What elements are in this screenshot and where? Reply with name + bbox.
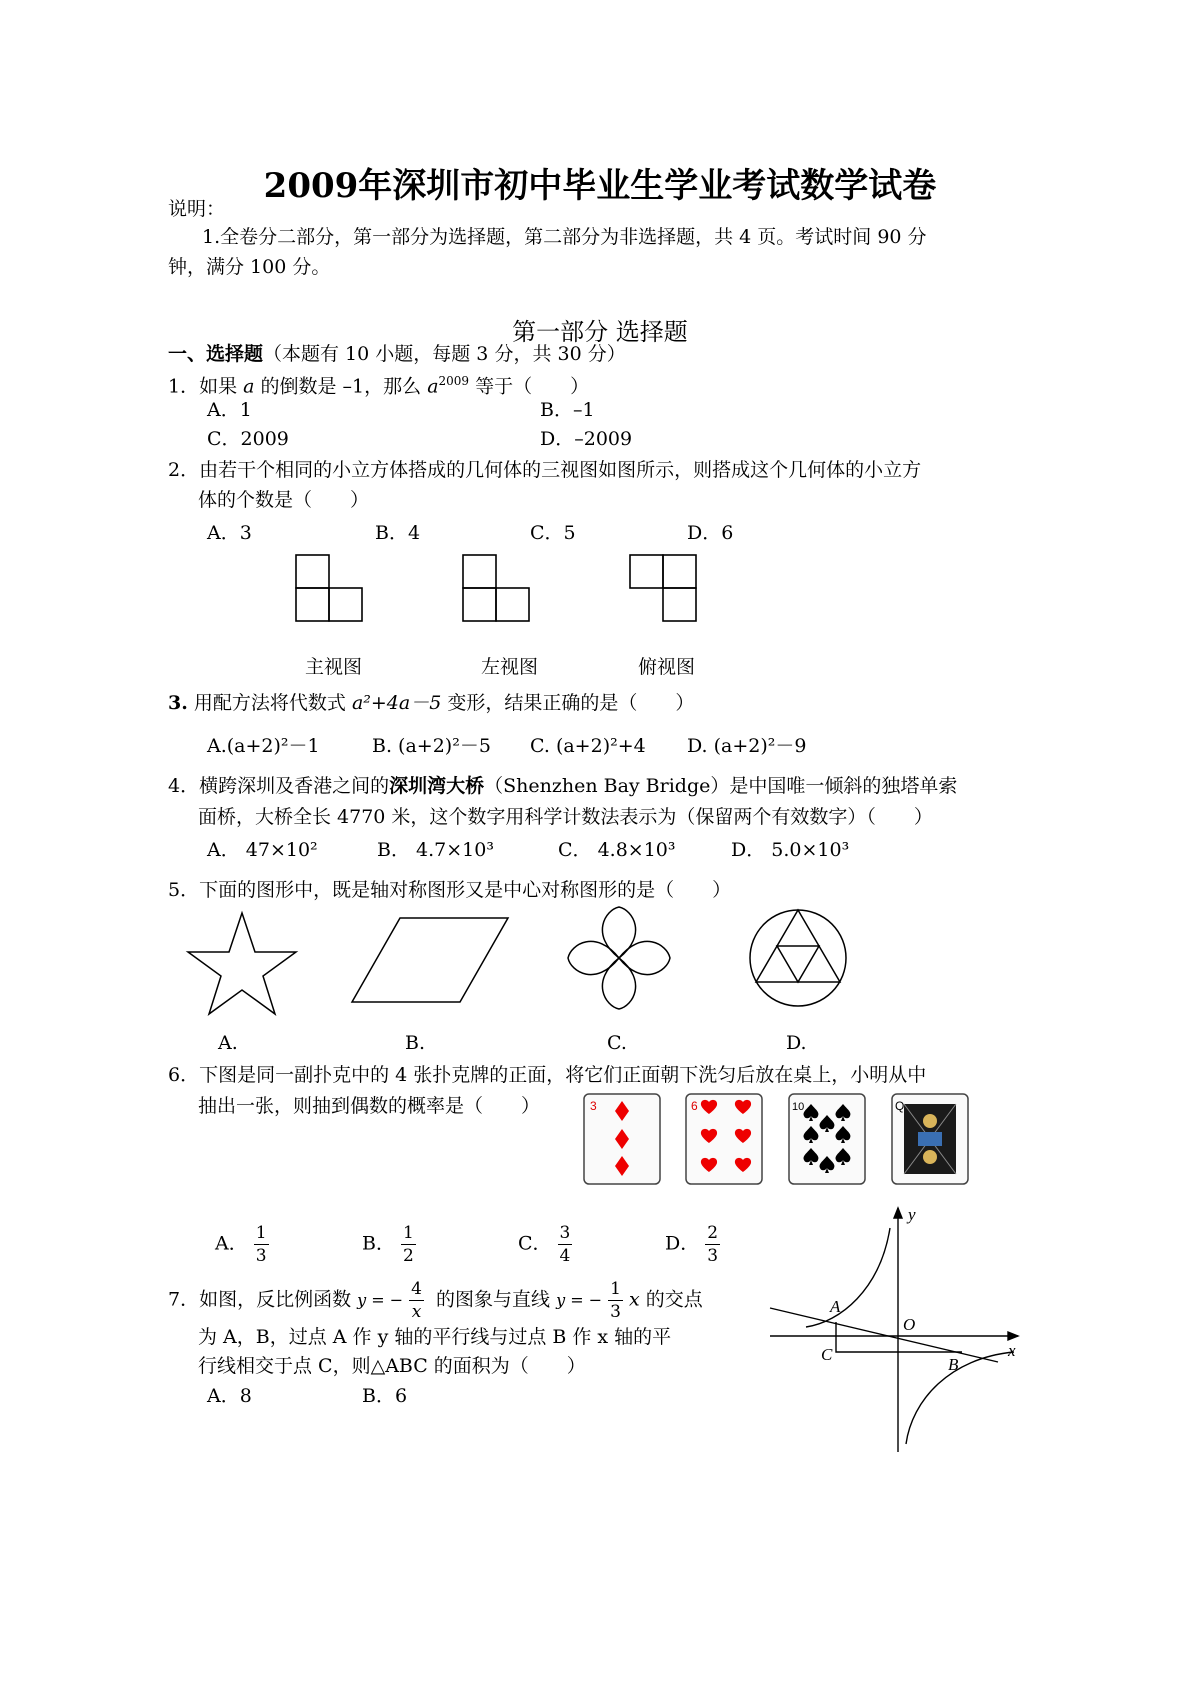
top-view-label: 俯视图 — [638, 656, 696, 678]
q2-option-c: C．5 — [530, 522, 576, 544]
question-4-line-2: 面桥，大桥全长 4770 米，这个数字用科学计数法表示为（保留两个有效数字）（ ） — [198, 806, 933, 828]
front-view-label: 主视图 — [305, 656, 363, 678]
q3-option-c: C. (a+2)²+4 — [530, 735, 646, 757]
question-3: 3. 用配方法将代数式 a²+4a－5 变形，结果正确的是（ ） — [168, 692, 695, 714]
q6-option-c: C． $\frac{3}{4}$ — [518, 1223, 571, 1266]
fraction-3-4: $\frac{3}{4}$ — [559, 1223, 571, 1266]
question-7-line-3: 行线相交于点 C，则△ABC 的面积为（ ） — [198, 1355, 586, 1377]
question-6-line-1: 6．下图是同一副扑克中的 4 张扑克牌的正面，将它们正面朝下洗匀后放在桌上，小明从中 — [168, 1064, 927, 1086]
section-title: 一、选择题 — [168, 343, 264, 365]
q1-option-b: B．–1 — [540, 399, 595, 421]
fraction-1-3: $\frac{1}{3}$ — [255, 1223, 267, 1266]
section-info: （本题有 10 小题，每题 3 分，共 30 分） — [263, 343, 626, 365]
part-one-heading: 第一部分 选择题 — [512, 318, 688, 346]
graph-label-b: B — [948, 1355, 959, 1374]
q2-option-d: D．6 — [687, 522, 734, 544]
svg-text:Q: Q — [895, 1099, 905, 1113]
q1-option-d: D．–2009 — [540, 428, 633, 450]
q6-option-b: B． $\frac{1}{2}$ — [362, 1223, 414, 1266]
q6-option-a: A． $\frac{1}{3}$ — [215, 1223, 267, 1266]
q2-option-a: A．3 — [207, 522, 252, 544]
question-4-line-1: 4．横跨深圳及香港之间的深圳湾大桥（Shenzhen Bay Bridge）是中国唯一倾斜的独塔单索 — [168, 775, 958, 797]
question-7-line-1: 7．如图，反比例函数 y = − $\frac{4}{x}$ 的图象与直线 y = − $\frac{1}{3}$ x 的交点 — [168, 1279, 703, 1322]
fraction-2-3: $\frac{2}{3}$ — [707, 1223, 719, 1266]
graph-label-x: x — [1008, 1341, 1016, 1360]
q1-option-c: C．2009 — [207, 428, 289, 450]
q4-option-d: D． 5.0×10³ — [731, 839, 850, 861]
graph-label-a: A — [830, 1297, 841, 1316]
note-heading: 说明： — [168, 198, 226, 220]
question-7-line-2: 为 A，B，过点 A 作 y 轴的平行线与过点 B 作 x 轴的平 — [198, 1326, 672, 1348]
graph-label-c: C — [821, 1345, 833, 1364]
left-view-label: 左视图 — [481, 656, 539, 678]
q4-option-c: C． 4.8×10³ — [558, 839, 676, 861]
q4-option-a: A． 47×10² — [207, 839, 318, 861]
question-6-line-2: 抽出一张，则抽到偶数的概率是（ ） — [198, 1095, 541, 1117]
question-5: 5．下面的图形中，既是轴对称图形又是中心对称图形的是（ ） — [168, 879, 732, 901]
q3-option-a: A.(a+2)²－1 — [207, 735, 320, 757]
svg-text:10: 10 — [792, 1101, 805, 1113]
svg-text:3: 3 — [590, 1099, 597, 1113]
note-line-1: 1.全卷分二部分，第一部分为选择题，第二部分为非选择题，共 4 页。考试时间 90 分 — [202, 226, 927, 248]
page-title: 2009年深圳市初中毕业生学业考试数学试卷 — [263, 166, 937, 206]
q6-option-d: D． $\frac{2}{3}$ — [665, 1223, 719, 1266]
q5-label-b: B. — [405, 1032, 426, 1054]
graph-label-y: y — [908, 1205, 916, 1224]
q4-option-b: B． 4.7×10³ — [377, 839, 494, 861]
question-2-line-2: 体的个数是（ ） — [198, 489, 370, 511]
q7-option-b: B．6 — [362, 1385, 408, 1407]
note-line-2: 钟，满分 100 分。 — [168, 256, 331, 278]
question-2-line-1: 2．由若干个相同的小立方体搭成的几何体的三视图如图所示，则搭成这个几何体的小立方 — [168, 459, 922, 481]
q5-label-c: C. — [607, 1032, 627, 1054]
q3-option-b: B. (a+2)²－5 — [372, 735, 491, 757]
q1-option-a: A．1 — [207, 399, 252, 421]
graph-label-o: O — [903, 1315, 916, 1334]
question-1: 1．如果 a 的倒数是 –1，那么 $a^{2009}$ 等于（ ） — [168, 374, 590, 398]
q3-option-d: D. (a+2)²－9 — [687, 735, 807, 757]
fraction-4-over-x: $\frac{4}{x}$ — [411, 1279, 422, 1322]
q7-option-a: A．8 — [207, 1385, 252, 1407]
q5-label-a: A. — [218, 1032, 238, 1054]
fraction-1-2: $\frac{1}{2}$ — [402, 1223, 414, 1266]
q5-label-d: D. — [786, 1032, 807, 1054]
fraction-1-3-x: $\frac{1}{3}$ — [610, 1279, 621, 1322]
q2-option-b: B．4 — [375, 522, 421, 544]
svg-text:6: 6 — [691, 1099, 698, 1113]
